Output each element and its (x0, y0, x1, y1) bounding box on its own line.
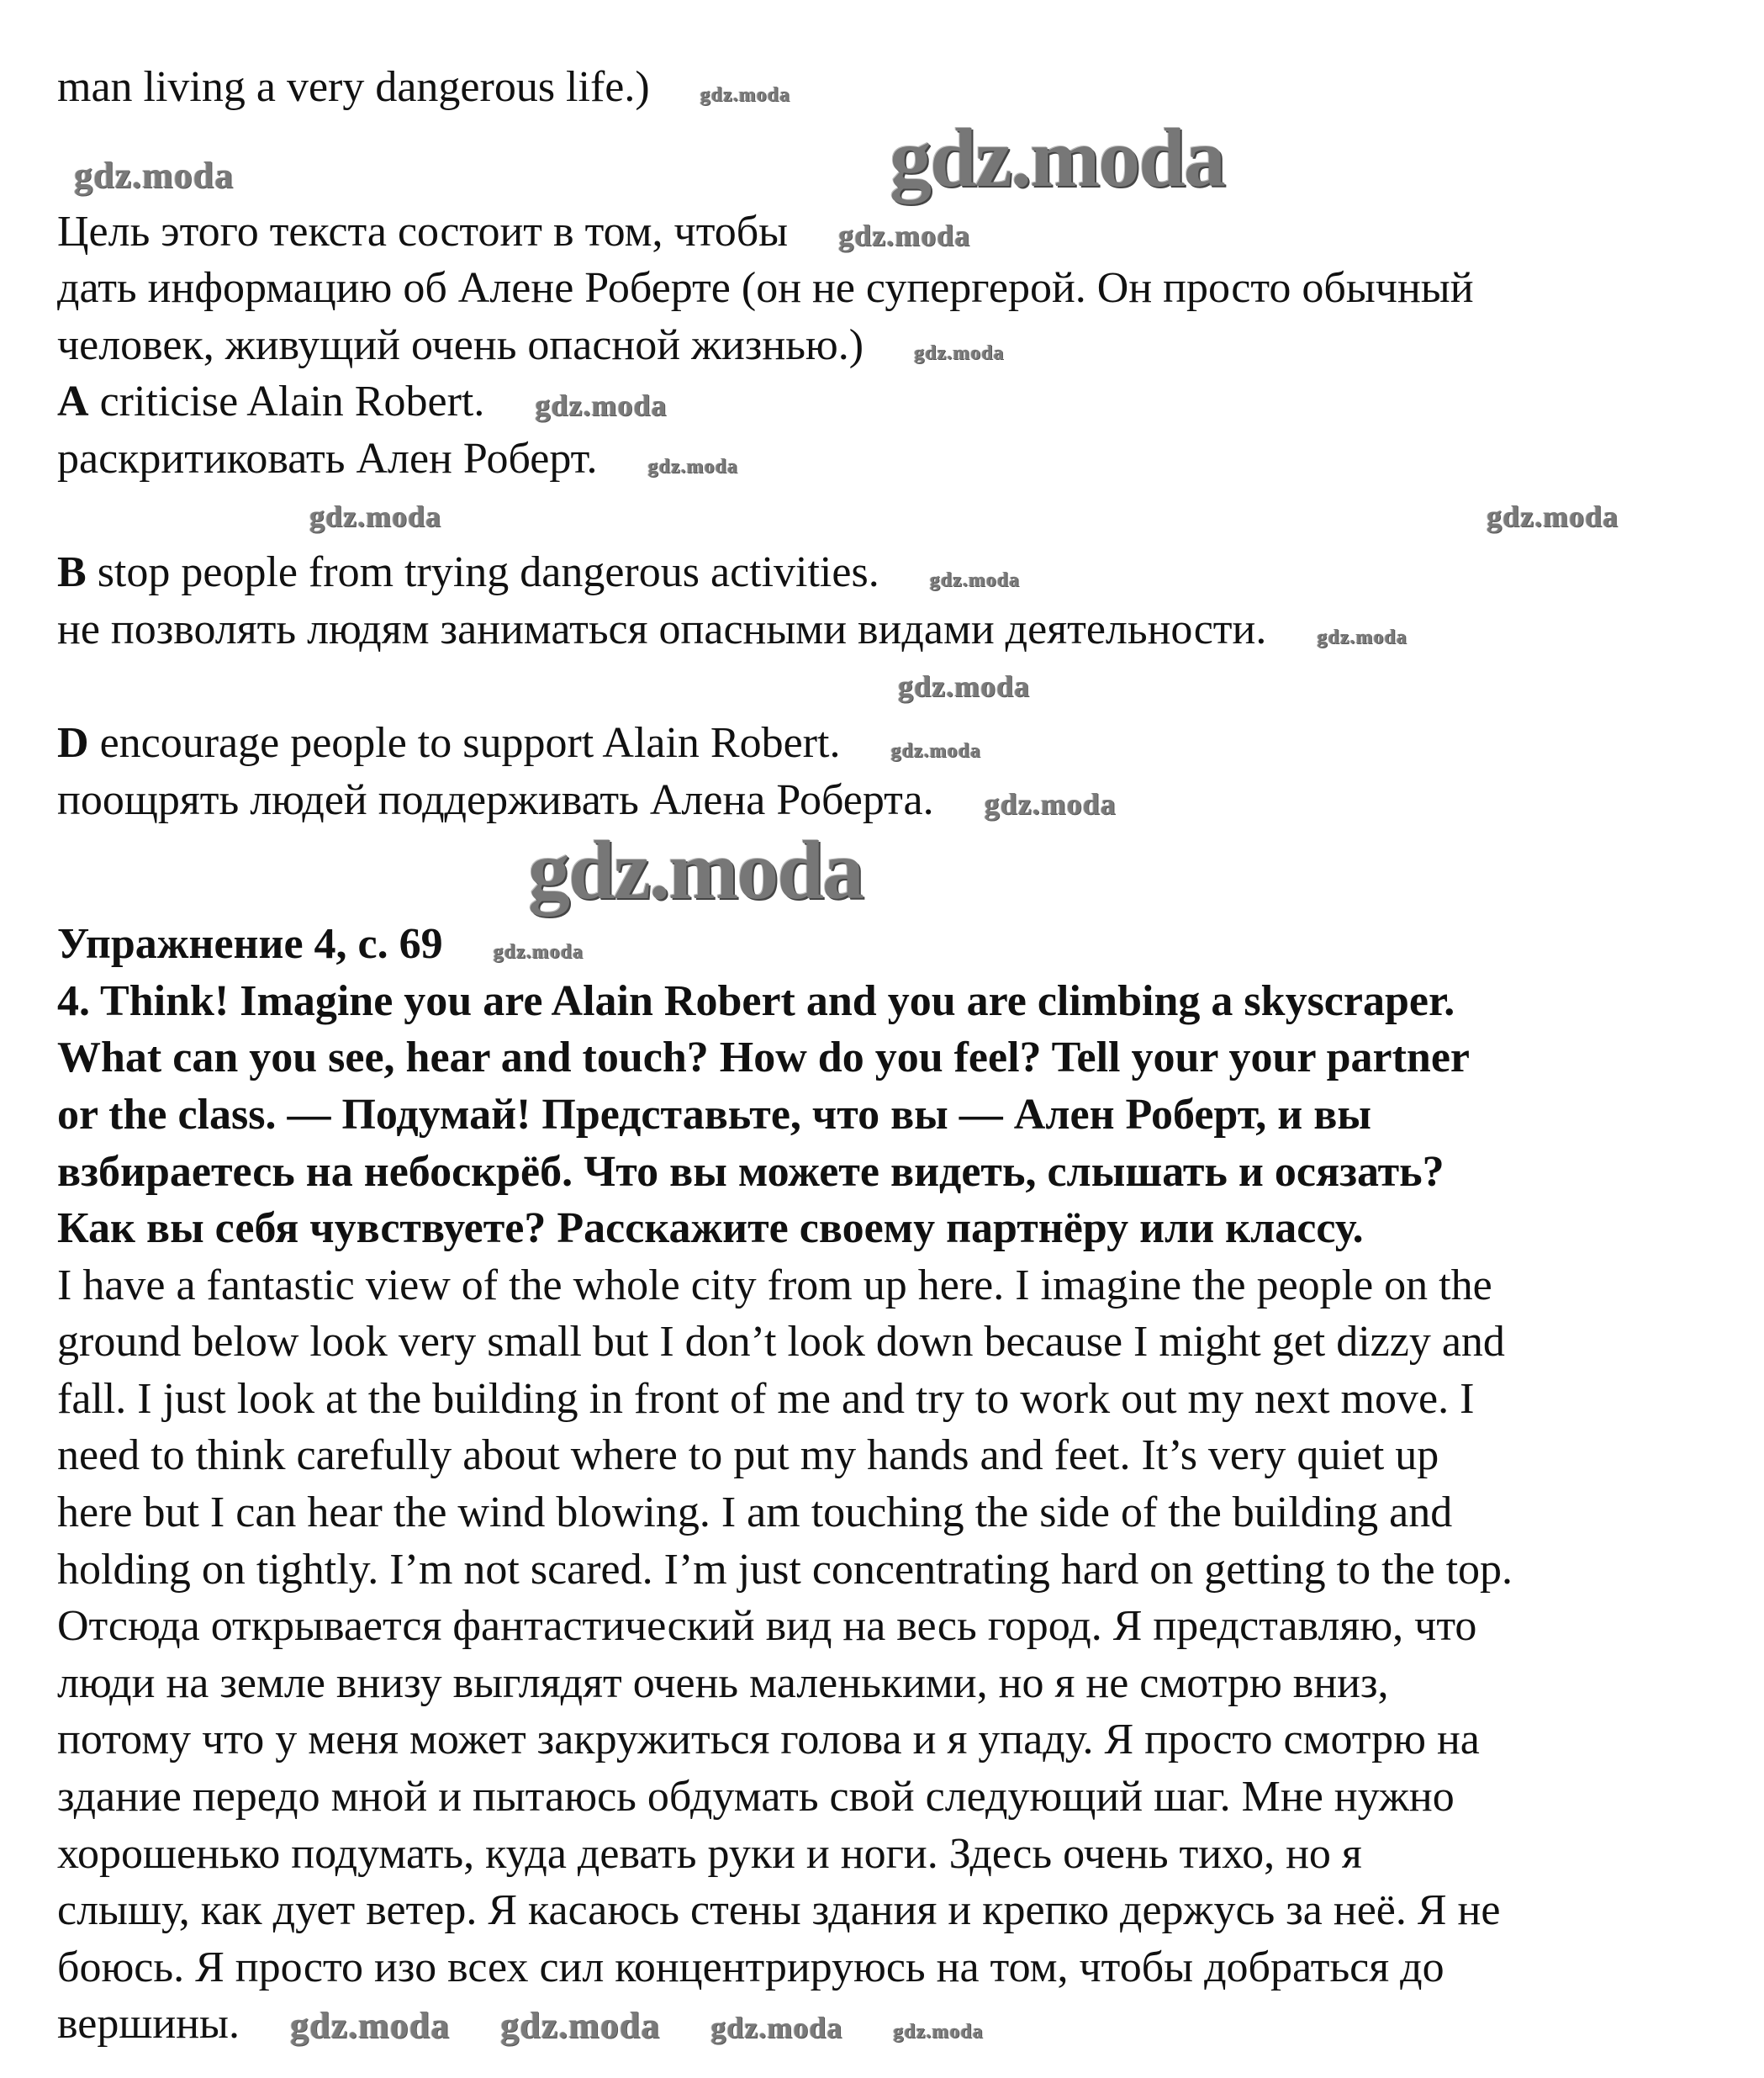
line-text: ground below look very small but I don’t look down because I might get dizzy and (57, 1318, 1505, 1367)
text-line (57, 488, 1619, 545)
text-line (57, 1427, 1513, 1484)
text-line (57, 204, 1513, 261)
text-line (57, 1484, 1513, 1541)
watermark: gdz.moda (929, 569, 1021, 592)
line-text: holding on tightly. I’m not scared. I’m just concentrating hard on getting to the top. (57, 1545, 1513, 1594)
line-text: здание передо мной и пытаюсь обдумать свой следующий шаг. Мне нужно (57, 1773, 1455, 1822)
line-text: потому что у меня может закружиться голова и я упаду. Я просто смотрю на (57, 1716, 1480, 1764)
text-line (57, 658, 1513, 715)
watermark: gdz.moda (528, 823, 863, 917)
bold-text: or the class. — Подумай! Представьте, что вы — Ален Роберт, и вы (57, 1090, 1371, 1139)
text-line (57, 715, 1513, 772)
text-line (57, 772, 1513, 829)
watermark: gdz.moda (710, 2011, 843, 2045)
watermark: gdz.moda (74, 154, 235, 196)
line-text: stop people from trying dangerous activities. (86, 548, 879, 597)
text-line (57, 1200, 1513, 1257)
watermark: gdz.moda (890, 739, 981, 762)
text-line (57, 1826, 1513, 1883)
text-line (57, 823, 1513, 917)
watermark: gdz.moda (700, 84, 791, 106)
watermark: gdz.moda (493, 941, 584, 964)
watermark: gdz.moda (289, 2005, 451, 2047)
watermark: gdz.moda (1317, 626, 1408, 648)
text-line (57, 1257, 1513, 1314)
watermark: gdz.moda (898, 669, 1031, 704)
bold-text: Упражнение 4, с. 69 (57, 920, 443, 969)
line-text: раскритиковать Ален Роберт. (57, 434, 598, 483)
line-text: слышу, как дует ветер. Я касаюсь стены здания и крепко держусь за неё. Я не (57, 1886, 1501, 1935)
line-text: хорошенько подумать, куда девать руки и ноги. Здесь очень тихо, но я (57, 1829, 1362, 1878)
bold-text: D (57, 718, 89, 767)
text-line (57, 1882, 1513, 1939)
line-text: поощрять людей поддерживать Алена Роберта. (57, 775, 934, 824)
text-line (57, 973, 1513, 1030)
bold-text: B (57, 548, 87, 597)
line-text: I have a fantastic view of the whole city from up here. I imagine the people on the (57, 1261, 1492, 1309)
watermark: gdz.moda (984, 786, 1117, 821)
text-line (57, 260, 1513, 317)
watermark: gdz.moda (1487, 499, 1619, 533)
line-text: вершины. (57, 2000, 240, 2049)
line-text: боюсь. Я просто изо всех сил концентрируюсь на том, чтобы добраться до (57, 1943, 1444, 1991)
text-line (57, 1655, 1513, 1712)
text-line (57, 1371, 1513, 1428)
line-text: encourage people to support Alain Robert. (88, 718, 841, 767)
text-line (57, 1711, 1513, 1769)
watermark: gdz.moda (893, 2021, 984, 2044)
bold-text: взбираетесь на небоскрёб. Что вы можете видеть, слышать и осязать? (57, 1147, 1444, 1196)
watermark: gdz.moda (500, 2005, 661, 2047)
watermark: gdz.moda (838, 218, 971, 252)
watermark: gdz.moda (890, 110, 1224, 204)
line-text: need to think carefully about where to put my hands and feet. It’s very quiet up (57, 1431, 1439, 1480)
bold-text: What can you see, hear and touch? How do you feel? Tell your your partner (57, 1034, 1470, 1082)
bold-text: Как вы себя чувствуете? Расскажите своему партнёру или классу. (57, 1204, 1364, 1253)
text-line (57, 1939, 1513, 1996)
text-line (57, 1996, 1513, 2053)
line-text: человек, живущий очень опасной жизнью.) (57, 320, 864, 369)
line-text: fall. I just look at the building in front of me and try to work out my next move. I (57, 1374, 1475, 1423)
line-text: Отсюда открывается фантастический вид на весь город. Я представляю, что (57, 1602, 1477, 1651)
text-line (57, 59, 1513, 116)
text-line (57, 373, 1513, 431)
text-line (57, 1029, 1513, 1087)
text-line (57, 317, 1513, 374)
watermark: gdz.moda (914, 341, 1005, 364)
line-text: не позволять людям заниматься опасными видами деятельности. (57, 605, 1267, 653)
text-line (57, 601, 1513, 658)
bold-text: A (57, 378, 89, 426)
line-text: man living a very dangerous life.) (57, 63, 650, 111)
text-line (57, 544, 1513, 601)
text-line (57, 431, 1513, 488)
text-line (57, 1598, 1513, 1655)
line-text: Цель этого текста состоит в том, чтобы (57, 207, 789, 256)
text-line (57, 1769, 1513, 1826)
line-text: люди на земле внизу выглядят очень маленькими, но я не смотрю вниз, (57, 1658, 1389, 1707)
text-line (57, 110, 1513, 204)
text-line (57, 916, 1513, 973)
bold-text: 4. Think! Imagine you are Alain Robert and you are climbing a skyscraper. (57, 976, 1455, 1025)
line-text: here but I can hear the wind blowing. I am touching the side of the building and (57, 1488, 1453, 1537)
watermark: gdz.moda (309, 499, 442, 533)
text-line (57, 1087, 1513, 1144)
text-line (57, 1144, 1513, 1201)
watermark: gdz.moda (535, 389, 668, 423)
line-text: дать информацию об Алене Роберте (он не супергерой. Он просто обычный (57, 264, 1474, 313)
line-text: criticise Alain Robert. (88, 378, 485, 426)
document-body (57, 59, 1619, 2053)
watermark: gdz.moda (647, 455, 738, 478)
text-line (57, 1314, 1513, 1371)
text-line (57, 1541, 1513, 1599)
